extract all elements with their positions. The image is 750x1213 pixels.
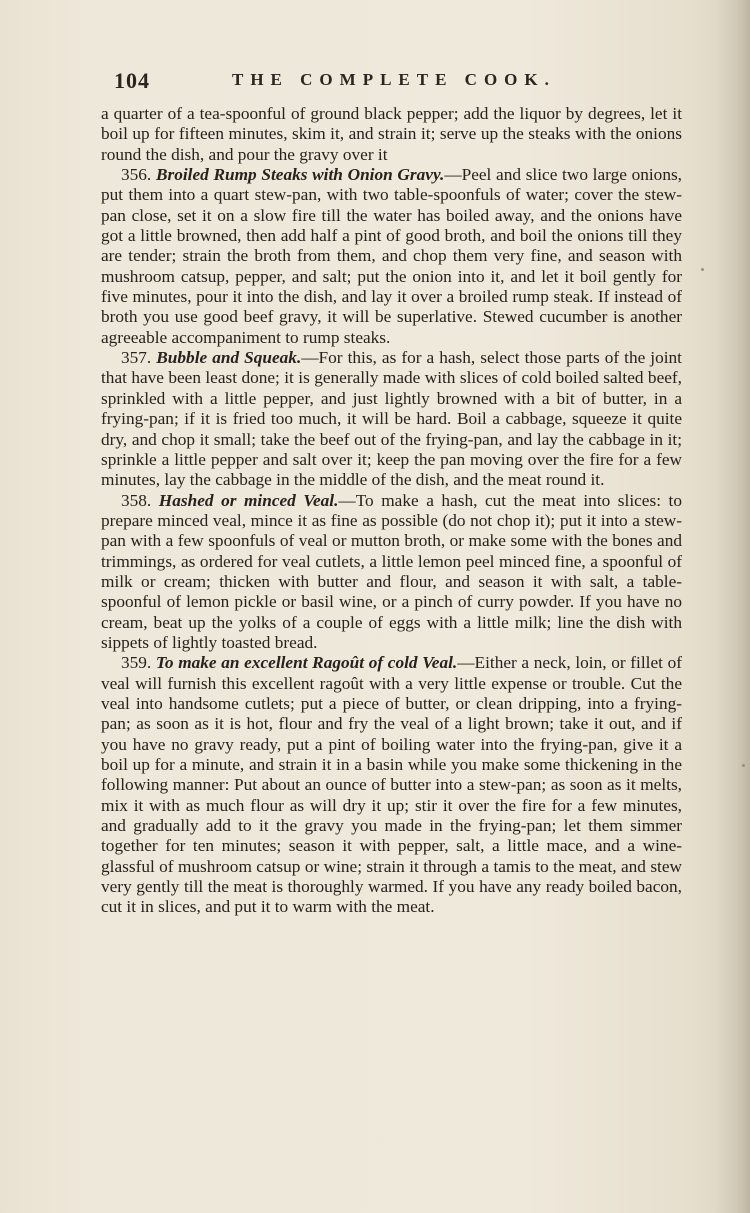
recipe-number: 356. <box>121 165 152 185</box>
recipe-357 <box>101 348 682 490</box>
recipe-text: —For this, as for a hash, select those parts of the joint that have been least done; it is generally made with slices of cold boiled salted beef, sprinkled with a little pepper, and just lightly browned with a bit of butter, in a frying-pan; if it is fried too much, it will be hard. Boil a cabbage, squeeze it quite dry, and chop it small; take the beef out of the frying-pan, and lay the cabbage in it; sprinkle a little pepper and salt over it; keep the pan moving over the fire for a few minutes, lay the cabbage in the middle of the dish, and the meat round it. <box>101 348 682 490</box>
recipe-number: 357. <box>121 348 152 368</box>
recipe-title: Broiled Rump Steaks with Onion Gravy. <box>155 165 445 185</box>
page-gutter-shadow <box>716 0 750 1213</box>
recipe-text: —To make a hash, cut the meat into slices: to prepare minced veal, mince it as fine as possible (do not chop it); put it into a stew-pan with a few spoonfuls of veal or mutton broth, or make some with the bones and trimmings, as ordered for veal cutlets, a little lemon peel minced fine, a spoonful of milk or cream; thicken with butter and flour, and season it with salt, a table-spoonful of lemon pickle or basil wine, or a pinch of curry powder. If you have no cream, beat up the yolks of a couple of eggs with a little milk; line the dish with sippets of lightly toasted bread. <box>101 490 682 652</box>
paper-speck <box>701 268 704 271</box>
page-header <box>114 68 684 98</box>
recipe-359 <box>101 653 682 917</box>
running-head: THE COMPLETE COOK. <box>232 70 556 89</box>
page-body <box>101 104 682 918</box>
recipe-text: —Either a neck, loin, or fillet of veal will furnish this excellent ragoût with a very little expense or trouble. Cut the veal into handsome cutlets; put a piece of butter, or clean dripping, into a frying-pan; as soon as it is hot, flour and fry the veal of a light brown; take it out, and if you have no gravy ready, put a pint of boiling water into the frying-pan, give it a boil up for a minute, and strain it in a basin while you make some thickening in the following manner: Put about an ounce of butter into a stew-pan; as soon as it melts, mix it with as much flour as will dry it up; stir it over the fire for a few minutes, and gradually add to it the gravy you made in the frying-pan; let them simmer together for ten minutes; season it with pepper, salt, a little mace, and a wine-glassful of mushroom catsup or wine; strain it through a tamis to the meat, and stew very gently till the meat is thoroughly warmed. If you have any ready boiled bacon, cut it in slices, and put it to warm with the meat. <box>101 653 682 917</box>
recipe-title: Hashed or minced Veal. <box>158 490 339 510</box>
recipe-356 <box>101 165 682 348</box>
recipe-number: 358. <box>121 490 152 510</box>
page-number: 104 <box>114 68 150 93</box>
recipe-title: To make an excellent Ragoût of cold Veal. <box>155 653 458 673</box>
recipe-text: —Peel and slice two large onions, put them into a quart stew-pan, with two table-spoonfuls of water; cover the stew-pan close, set it on a slow fire till the water has boiled away, and the onions have got a little browned, then add half a pint of good broth, and boil the onions till they are tender; strain the broth from them, and chop them very fine, and season with mushroom catsup, pepper, and salt; put the onion into it, and let it boil gently for five minutes, pour it into the dish, and lay it over a broiled rump steak. If instead of broth you use good beef gravy, it will be superlative. Stewed cucumber is another agreeable accompaniment to rump steaks. <box>101 165 683 347</box>
paragraph-text: a quarter of a tea-spoonful of ground black pepper; add the liquor by degrees, let it boil up for fifteen minutes, skim it, and strain it; serve up the steaks with the onions round the dish, and pour the gravy over it <box>101 104 682 164</box>
recipe-title: Bubble and Squeak. <box>156 348 302 368</box>
recipe-number: 359. <box>121 653 152 673</box>
continued-paragraph <box>101 104 682 165</box>
paper-speck <box>742 764 745 767</box>
recipe-358 <box>101 491 682 654</box>
